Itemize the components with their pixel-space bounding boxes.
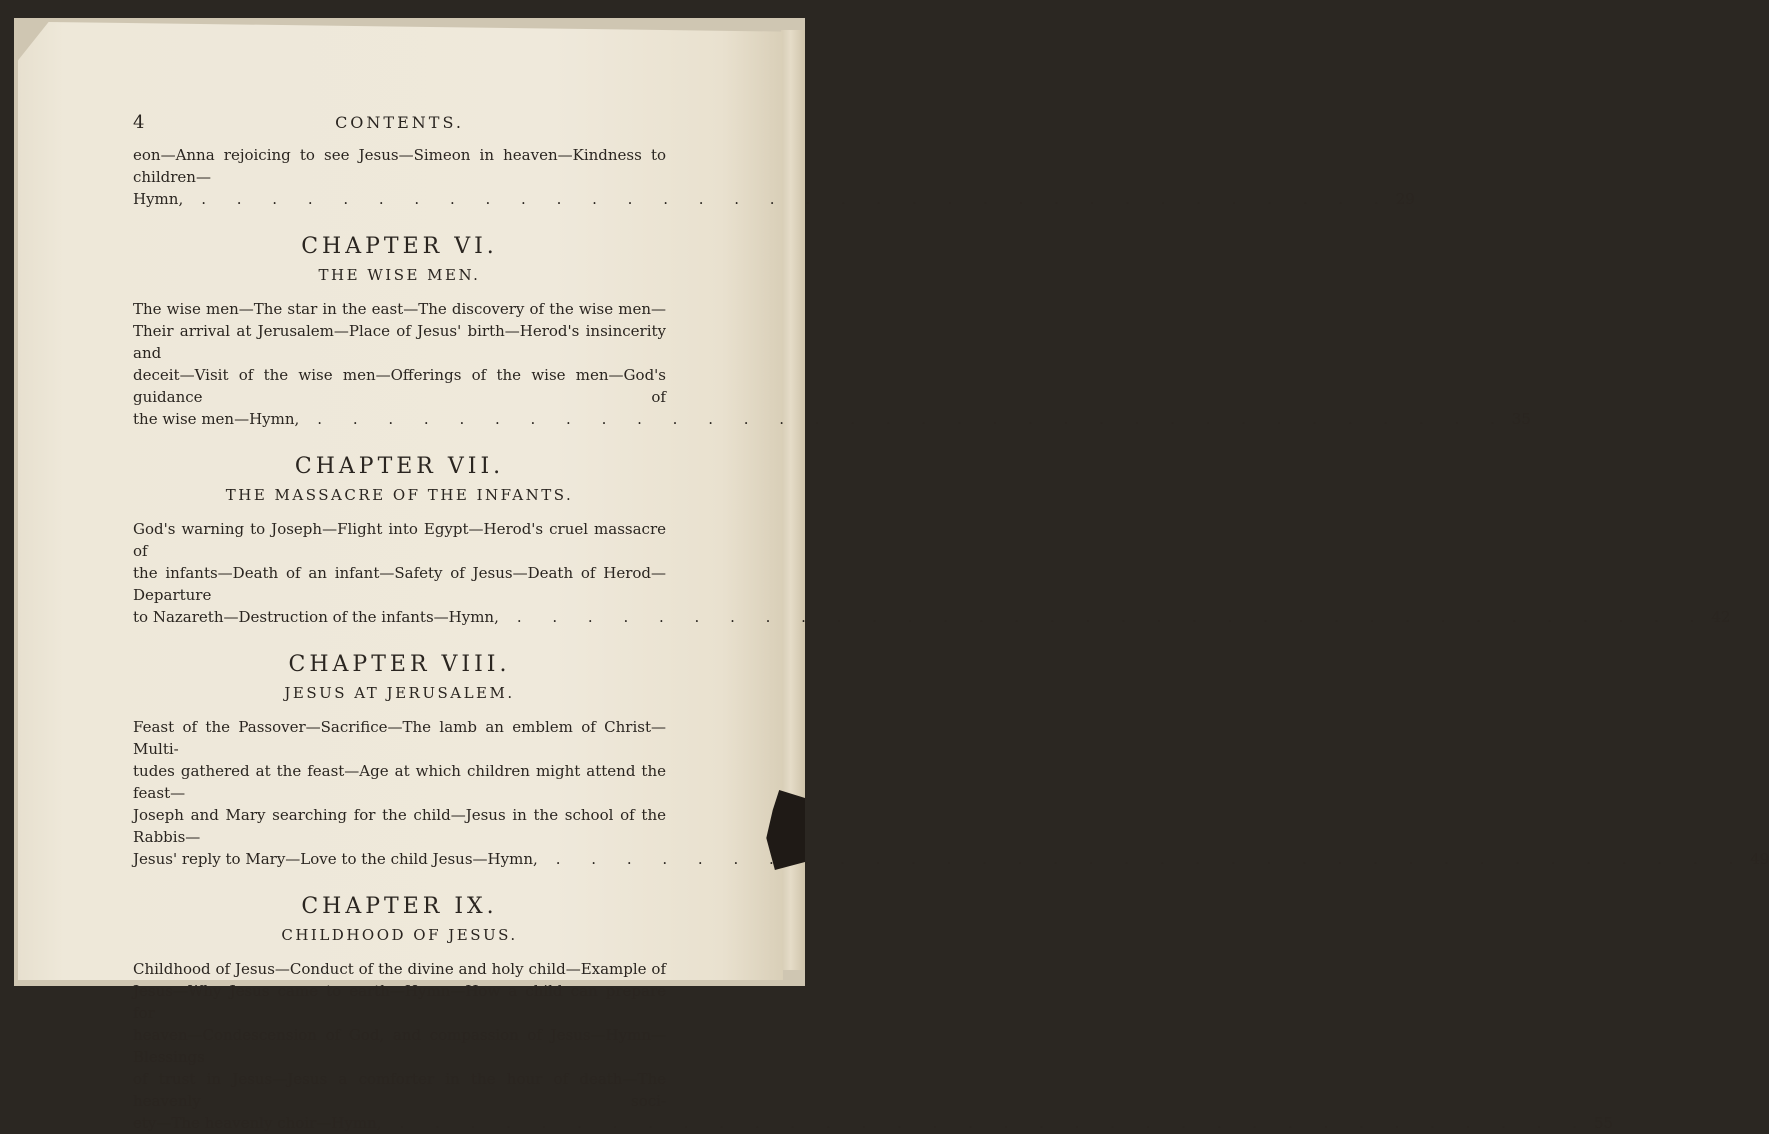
entry-line: tudes gathered at the feast—Age at which children might attend the feast— — [133, 762, 666, 802]
page-number: 4 — [133, 112, 145, 133]
entry-line: Hymn, — [133, 190, 184, 208]
entry-line: the infants—Death of an infant—Safety of Jesus—Death of Herod—Departure — [133, 564, 666, 604]
entry-line: God's warning to Joseph—Flight into Egypt—Herod's cruel massacre of — [133, 520, 666, 560]
entry-last-line — [133, 188, 1415, 210]
entry-page-number: 42 — [1711, 608, 1731, 626]
entry-page-number: 29 — [1395, 190, 1415, 208]
entry-line: The wise men—The star in the east—The discovery of the wise men— — [133, 300, 666, 318]
chapter-title: JESUS AT JERUSALEM. — [284, 684, 515, 702]
entry-page-number: 55 — [1593, 1114, 1614, 1132]
entry-last-line — [133, 848, 1769, 870]
entry-last-line — [133, 606, 1731, 628]
chapter-entry — [133, 652, 1769, 870]
intro-entry — [133, 144, 1415, 210]
chapter-entry — [133, 454, 1731, 628]
chapter-heading: CHAPTER VII. — [294, 454, 505, 479]
entry-line: Joseph and Mary searching for the child—Jesus in the school of the Rabbis— — [133, 806, 666, 846]
entry-line: Childhood of Jesus—Conduct of the divine and holy child—Example of — [133, 960, 666, 978]
running-title: CONTENTS. — [335, 113, 464, 132]
entry-line: to Nazareth—Destruction of the infants—Hymn, — [133, 608, 499, 626]
chapter-heading: CHAPTER VI. — [301, 234, 498, 259]
dot-leader: . . . . . . . . . . . . . . . . . . . . . . . . . . . . . . . . . . — [201, 190, 1392, 208]
entry-line: the wise men—Hymn, — [133, 410, 300, 428]
entry-last-line — [133, 408, 1531, 430]
entry-line: Jesus—Why Jesus came to earth—Hymn—How a child can prepare for — [133, 982, 666, 1022]
entry-line: deceit—Visit of the wise men—Offerings of the wise men—God's guidance of — [133, 366, 666, 406]
entry-last-line — [133, 1112, 1614, 1134]
entry-line: Feast of the Passover—Sacrifice—The lamb an emblem of Christ—Multi- — [133, 718, 666, 758]
running-head — [133, 112, 666, 144]
chapter-title: THE MASSACRE OF THE INFANTS. — [225, 486, 574, 504]
chapter-entry — [133, 234, 1531, 430]
entry-line: Jesus' reply to Mary—Love to the child Jesus—Hymn, — [133, 850, 538, 868]
dot-leader: . . . . . . . . . . . . . . . . . . . . . . . . . . . . . . . . . . — [317, 410, 1508, 428]
entry-line: heaven—Condescension of God, and compassion of Jesus—Hymn—Blessings — [133, 1026, 666, 1066]
chapter-title: THE WISE MEN. — [318, 266, 481, 284]
entry-page-number: 49 — [1750, 850, 1769, 868]
entry-line: Their arrival at Jerusalem—Place of Jesus' birth—Herod's insincerity and — [133, 322, 666, 362]
contents-text — [133, 112, 1769, 1134]
chapter-title: CHILDHOOD OF JESUS. — [281, 926, 518, 944]
dot-leader: . . . . . . . . . . . . . . . . . . . . . . . . . . . . . . . . . . — [516, 608, 1708, 626]
dot-leader: . . . . . . . . . . . . . . . . . . . . . . . . . . . . . . . . . . — [555, 850, 1747, 868]
entry-page-number: 35 — [1511, 410, 1531, 428]
entry-line: ety—The heavenly choir—Hymn, — [133, 1114, 382, 1132]
entry-line: eon—Anna rejoicing to see Jesus—Simeon in heaven—Kindness to children— — [133, 146, 666, 186]
entry-line: of trust in Jesus—Jesus a comforter in the hour of death—The heavenly soci- — [133, 1070, 666, 1110]
chapter-heading: CHAPTER IX. — [301, 894, 498, 919]
dot-leader: . . . . . . . . . . . . . . . . . . . . . . . . . . . . . . . . . . — [399, 1114, 1590, 1132]
chapter-entry — [133, 894, 1614, 1134]
chapter-heading: CHAPTER VIII. — [288, 652, 511, 677]
